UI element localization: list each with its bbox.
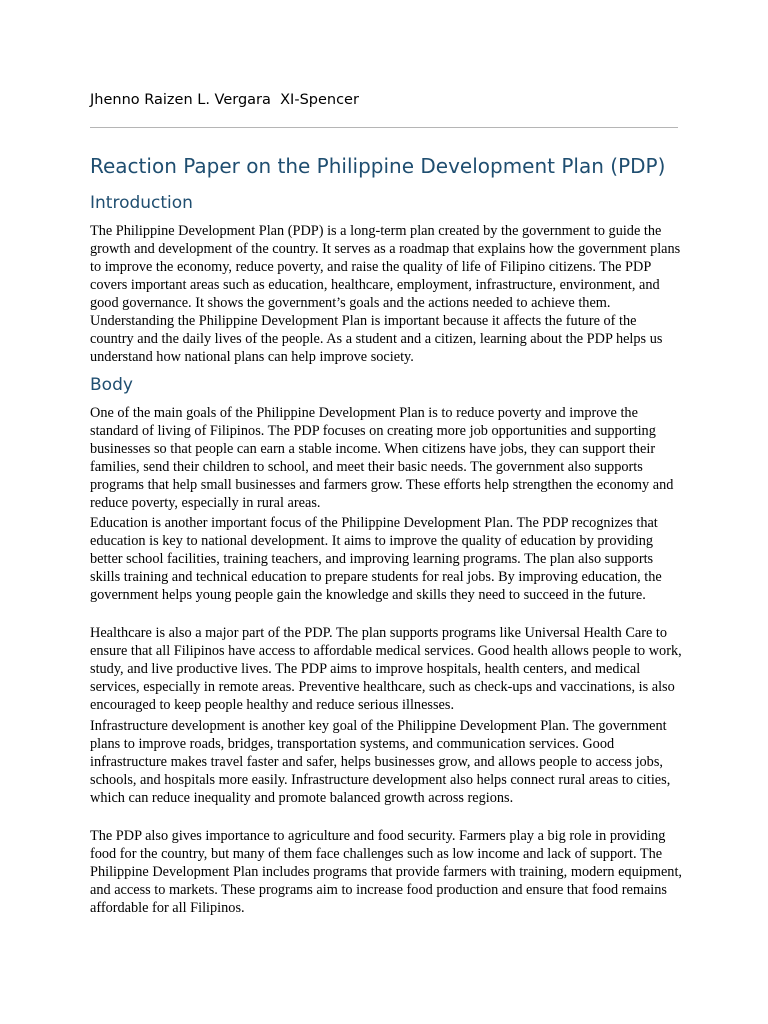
body-paragraph-education: Education is another important focus of the Philippine Development Plan. The PDP recognizes that education is key to national development. It aims to improve the quality of education by providing better school facilities, training teachers, and improving learning programs. The plan also supports skills training and technical education to prepare students for real jobs. By improving education, the government helps young people gain the knowledge and skills they need to succeed in the future. xyxy=(90,515,662,603)
body-paragraph-poverty: One of the main goals of the Philippine Development Plan is to reduce poverty and improve the standard of living of Filipinos. The PDP focuses on creating more job opportunities and supporting businesses so that people can earn a stable income. When citizens have jobs, they can support their families, send their children to school, and meet their basic needs. The government also supports programs that help small businesses and farmers grow. These efforts help strengthen the economy and reduce poverty, especially in rural areas. xyxy=(90,405,674,511)
body-paragraph-agriculture: The PDP also gives importance to agriculture and food security. Farmers play a big role in providing food for the country, but many of them face challenges such as low income and lack of support. The Philippine Development Plan includes programs that provide farmers with training, modern equipment, and access to markets. These programs aim to increase food production and ensure that food remains affordable for all Filipinos. xyxy=(90,828,683,916)
header-divider xyxy=(90,127,678,128)
introduction-paragraph: The Philippine Development Plan (PDP) is a long-term plan created by the government to guide the growth and development of the country. It serves as a roadmap that explains how the government plans to improve the economy, reduce poverty, and raise the quality of life of Filipino citizens. The PDP covers important areas such as education, healthcare, employment, infrastructure, environment, and good governance. It shows the government’s goals and the actions needed to achieve them. Understanding the Philippine Development Plan is important because it affects the future of the country and the daily lives of the people. As a student and a citizen, learning about the PDP helps us understand how national plans can help improve society. xyxy=(90,223,681,365)
section-heading-body: Body xyxy=(90,375,133,395)
author-line: Jhenno Raizen L. Vergara XI-Spencer xyxy=(90,92,359,108)
body-paragraph-infrastructure: Infrastructure development is another key goal of the Philippine Development Plan. The government plans to improve roads, bridges, transportation systems, and communication services. Good infrastructure makes travel faster and safer, helps businesses grow, and allows people to access jobs, schools, and hospitals more easily. Infrastructure development also helps connect rural areas to cities, which can reduce inequality and promote balanced growth across regions. xyxy=(90,718,671,806)
section-heading-introduction: Introduction xyxy=(90,193,193,213)
document-title: Reaction Paper on the Philippine Development Plan (PDP) xyxy=(90,154,666,178)
body-paragraph-healthcare: Healthcare is also a major part of the PDP. The plan supports programs like Universal Health Care to ensure that all Filipinos have access to affordable medical services. Good health allows people to work, study, and live productive lives. The PDP aims to improve hospitals, health centers, and medical services, especially in remote areas. Preventive healthcare, such as check-ups and vaccinations, is also encouraged to keep people healthy and reduce serious illnesses. xyxy=(90,625,682,713)
